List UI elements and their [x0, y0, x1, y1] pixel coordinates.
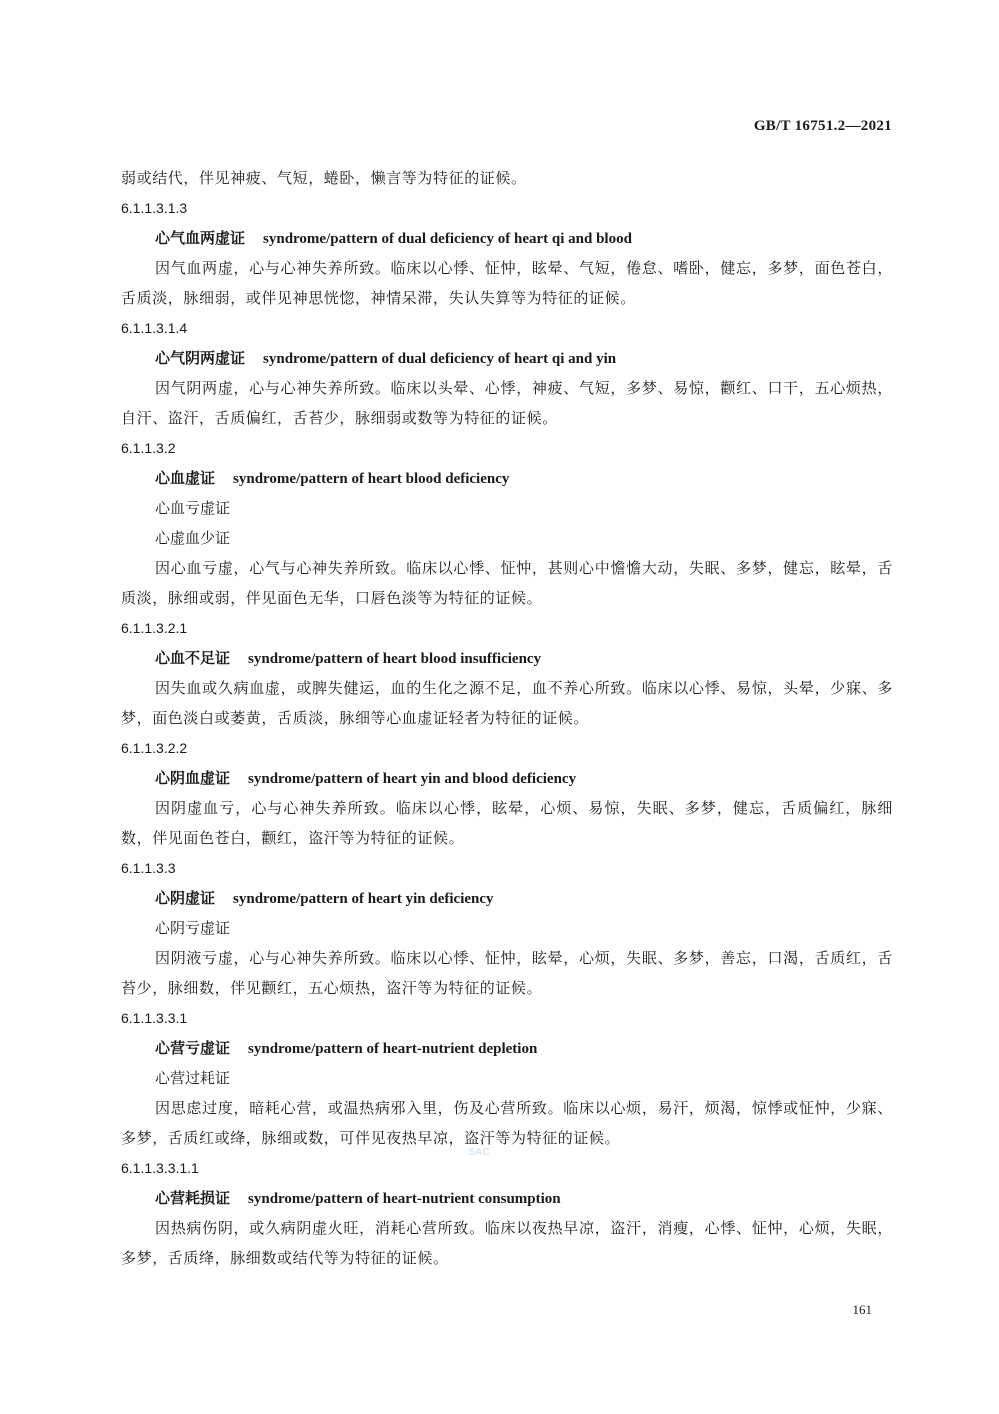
term-chinese: 心阴血虚证	[155, 769, 231, 787]
clause-number: 6.1.1.3.3.1	[121, 1010, 188, 1026]
term-heading	[121, 1183, 893, 1213]
standard-code: GB/T 16751.2—2021	[753, 118, 892, 134]
term-chinese: 心气血两虚证	[155, 229, 246, 247]
synonym-term: 心营过耗证	[155, 1069, 231, 1087]
term-heading	[121, 643, 893, 673]
definition-paragraph: 因心血亏虚，心气与心神失养所致。临床以心悸、怔忡，甚则心中憺憺大动，失眠、多梦，健忘，眩晕，舌质淡，脉细或弱，伴见面色无华，口唇色淡等为特征的证候。	[121, 559, 893, 607]
clause-number: 6.1.1.3.2.2	[121, 740, 188, 756]
term-heading	[121, 883, 893, 913]
synonym-term: 心阴亏虚证	[155, 919, 231, 937]
term-chinese: 心营亏虚证	[155, 1039, 231, 1057]
clause-number: 6.1.1.3.2.1	[121, 620, 188, 636]
page-number: 161	[852, 1302, 872, 1317]
document-body	[121, 163, 893, 1273]
term-chinese: 心气阴两虚证	[155, 349, 246, 367]
term-english: syndrome/pattern of dual deficiency of heart qi and blood	[263, 231, 632, 247]
watermark-logo: SAC	[468, 1147, 490, 1158]
definition-paragraph: 因思虑过度，暗耗心营，或温热病邪入里，伤及心营所致。临床以心烦，易汗，烦渴，惊悸或怔忡，少寐、多梦，舌质红或绛，脉细或数，可伴见夜热早凉，盗汗等为特征的证候。	[121, 1099, 893, 1147]
definition-paragraph: 因阴虚血亏，心与心神失养所致。临床以心悸，眩晕，心烦、易惊，失眠、多梦，健忘，舌质偏红，脉细数，伴见面色苍白，颧红，盗汗等为特征的证候。	[121, 799, 893, 847]
term-chinese: 心营耗损证	[155, 1189, 231, 1207]
synonym-term: 心血亏虚证	[155, 499, 231, 517]
clause-number: 6.1.1.3.3.1.1	[121, 1160, 199, 1176]
term-heading	[121, 1033, 893, 1063]
definition-paragraph: 因阴液亏虚，心与心神失养所致。临床以心悸、怔忡，眩晕，心烦，失眠、多梦，善忘，口渴，舌质红，舌苔少，脉细数，伴见颧红，五心烦热，盗汗等为特征的证候。	[121, 949, 893, 997]
term-chinese: 心血不足证	[155, 649, 231, 667]
clause-number: 6.1.1.3.2	[121, 440, 176, 456]
definition-paragraph: 弱或结代，伴见神疲、气短，蜷卧，懒言等为特征的证候。	[121, 169, 527, 187]
term-heading	[121, 763, 893, 793]
term-english: syndrome/pattern of heart blood deficiency	[233, 471, 510, 487]
term-english: syndrome/pattern of heart-nutrient consumption	[248, 1191, 561, 1207]
definition-paragraph: 因失血或久病血虚，或脾失健运，血的生化之源不足，血不养心所致。临床以心悸、易惊，头晕，少寐、多梦，面色淡白或萎黄，舌质淡，脉细等心血虚证轻者为特征的证候。	[121, 679, 893, 727]
term-chinese: 心阴虚证	[155, 889, 216, 907]
term-english: syndrome/pattern of heart yin deficiency	[233, 891, 494, 907]
term-heading	[121, 463, 893, 493]
definition-paragraph: 因气血两虚，心与心神失养所致。临床以心悸、怔忡，眩晕、气短，倦怠、嗜卧，健忘，多梦，面色苍白，舌质淡，脉细弱，或伴见神思恍惚，神情呆滞，失认失算等为特征的证候。	[121, 259, 893, 307]
term-english: syndrome/pattern of heart yin and blood deficiency	[248, 771, 577, 787]
synonym-term: 心虚血少证	[155, 529, 231, 547]
clause-number: 6.1.1.3.1.4	[121, 320, 188, 336]
term-english: syndrome/pattern of dual deficiency of heart qi and yin	[263, 351, 617, 367]
term-english: syndrome/pattern of heart blood insufficiency	[248, 651, 542, 667]
definition-paragraph: 因气阴两虚，心与心神失养所致。临床以头晕、心悸，神疲、气短，多梦、易惊，颧红、口干，五心烦热，自汗、盗汗，舌质偏红，舌苔少，脉细弱或数等为特征的证候。	[121, 379, 893, 427]
term-english: syndrome/pattern of heart-nutrient depletion	[248, 1041, 538, 1057]
term-chinese: 心血虚证	[155, 469, 216, 487]
clause-number: 6.1.1.3.3	[121, 860, 176, 876]
term-heading	[121, 343, 893, 373]
definition-paragraph: 因热病伤阴，或久病阴虚火旺，消耗心营所致。临床以夜热早凉，盗汗，消瘦，心悸、怔忡，心烦，失眠，多梦，舌质绛，脉细数或结代等为特征的证候。	[121, 1219, 893, 1267]
term-heading	[121, 223, 893, 253]
clause-number: 6.1.1.3.1.3	[121, 200, 188, 216]
